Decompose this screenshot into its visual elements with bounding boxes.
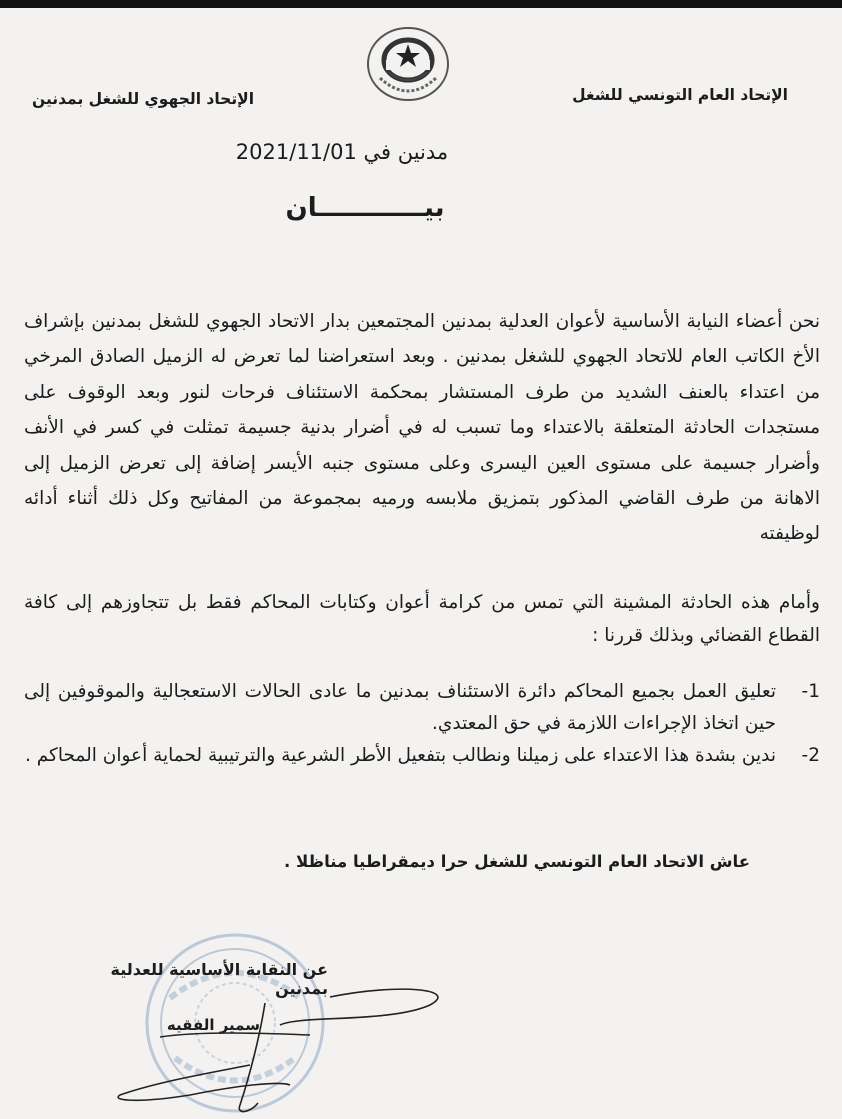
closing-slogan: عاش الاتحاد العام التونسي للشغل حرا ديمقراطيا مناظلا . [284,852,750,871]
decision-item [24,676,820,740]
document-title: بيــــــــــــان [285,193,445,223]
paragraph-1: نحن أعضاء النيابة الأساسية لأعوان العدلية بمدنين المجتمعين بدار الاتحاد الجهوي للشغل بمدنين بإشراف الأخ الكاتب العام للاتحاد الجهوي للشغل بمدنين . وبعد استعراضنا لما تعرض له الزميل الصادق المرخي من اعتداء بالعنف الشديد من طرف المستشار بمحكمة الاستئناف فرحات لنور وبعد الوقوف على مستجدات الحادثة المتعلقة بالاعتداء وما تسبب له في أضرار بدنية جسيمة تمثلت في كسر في الأنف وأضرار جسيمة على مستوى العين اليسرى وعلى مستوى جنبه الأيسر إضافة إلى تعرض الزميل إلى الاهانة من طرف القاضي المذكور بتمزيق ملابسه ورميه بمجموعة من المفاتيح وكل ذلك أثناء أدائه لوظيفته [24,311,820,545]
ugtt-emblem-icon [358,20,458,112]
paragraph-2: وأمام هذه الحادثة المشينة التي تمس من كرامة أعوان وكتابات المحاكم فقط بل تتجاوزهم إلى كافة القطاع القضائي وبذلك قررنا : [24,592,820,646]
signatory-union: عن النقابة الأساسية للعدلية بمدنين [110,960,328,998]
decision-number: 2- [801,745,820,766]
date-line: مدنين في 2021/11/01 [235,140,449,164]
decision-item [24,740,820,772]
decision-list [24,676,820,772]
decision-text: تعليق العمل بجميع المحاكم دائرة الاستئناف بمدنين ما عادى الحالات الاستعجالية والموقوفين إلى حين اتخاذ الإجراءات اللازمة في حق المعتدي. [24,681,776,734]
decision-number: 1- [801,681,820,702]
header-org-right: الإتحاد العام التونسي للشغل [572,86,788,104]
signatory-name: سمير الفقيه [166,1016,260,1034]
header-org-left: الإتحاد الجهوي للشغل بمدنين [32,90,255,108]
top-edge [0,0,842,8]
decision-text: ندين بشدة هذا الاعتداء على زميلنا ونطالب بتفعيل الأطر الشرعية والترتيبية لحماية أعوان المحاكم . [24,745,776,766]
handwritten-signature [100,985,470,1119]
